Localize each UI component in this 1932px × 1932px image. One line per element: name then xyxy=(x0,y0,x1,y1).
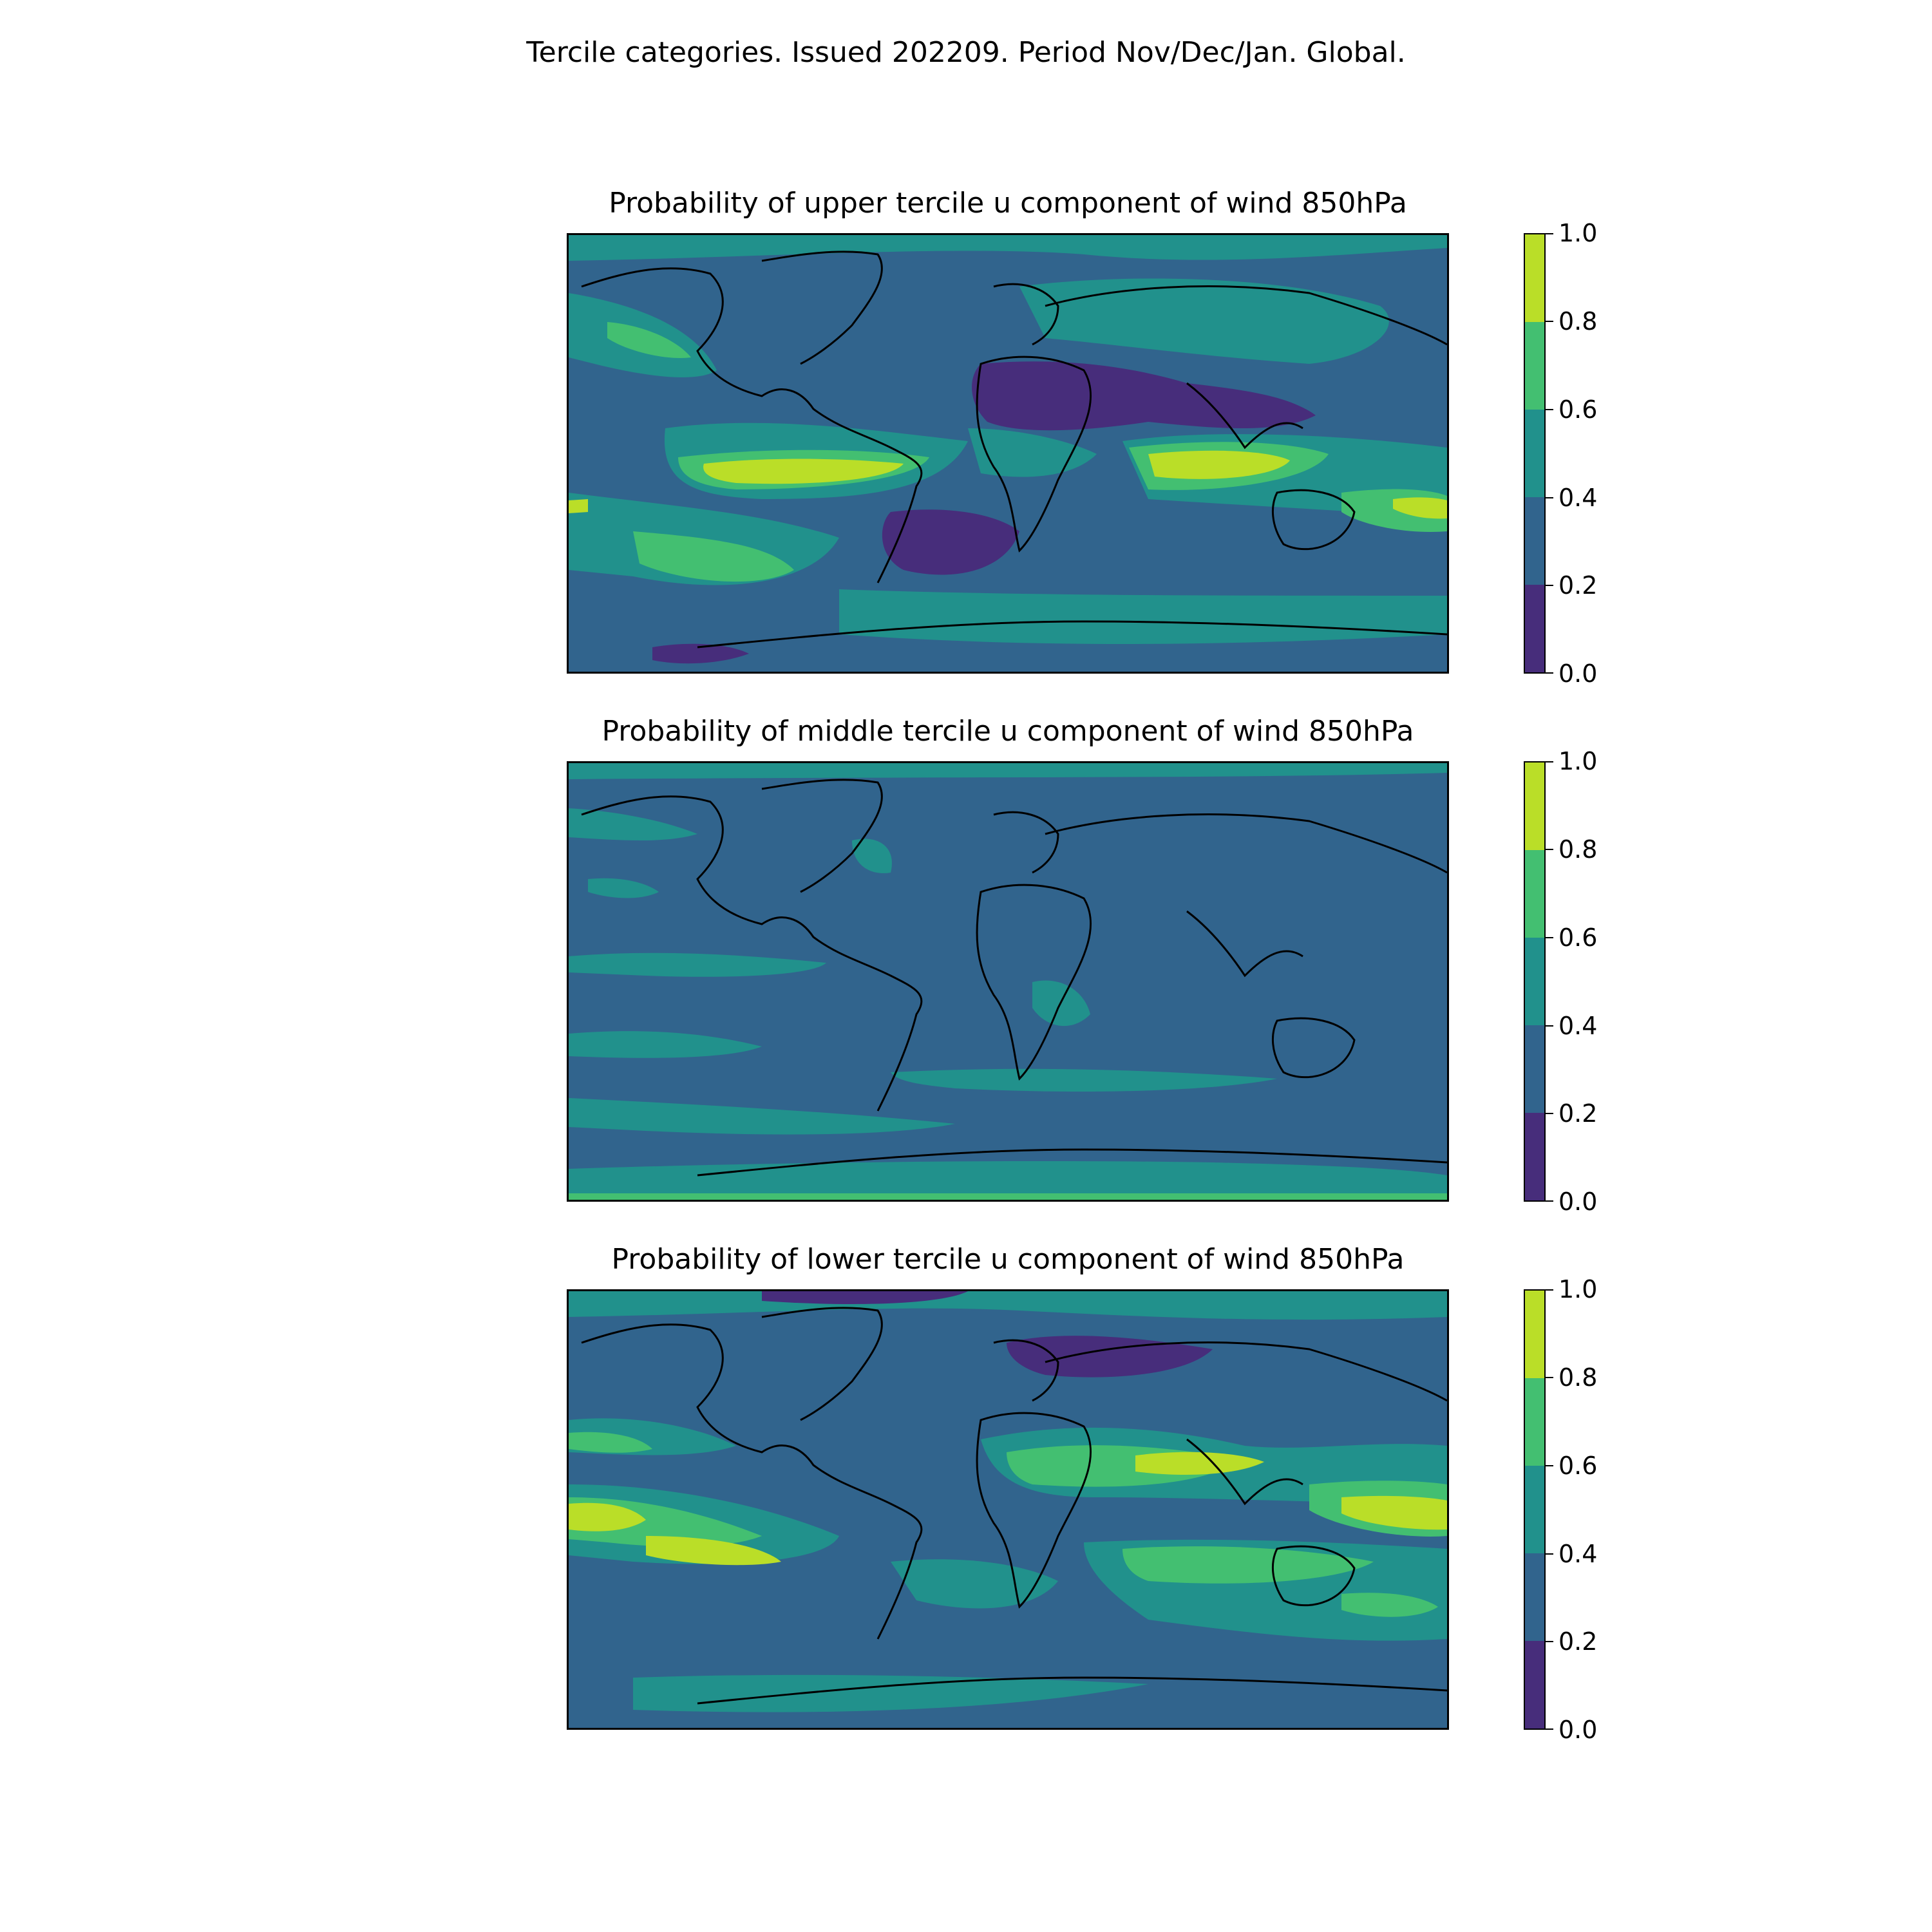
colorbar-tick xyxy=(1546,409,1553,410)
map-upper xyxy=(567,233,1449,674)
colorbar-upper xyxy=(1524,233,1546,674)
colorbar-segment xyxy=(1525,1113,1544,1200)
colorbar-tick-label: 1.0 xyxy=(1558,219,1598,247)
colorbar-tick-label: 0.6 xyxy=(1558,395,1598,424)
colorbar-tick-label: 0.4 xyxy=(1558,484,1598,512)
colorbar-tick-label: 0.8 xyxy=(1558,1363,1598,1392)
colorbar-segment xyxy=(1525,1025,1544,1113)
colorbar-segment xyxy=(1525,410,1544,497)
colorbar-tick xyxy=(1546,497,1553,498)
panel-title: Probability of middle tercile u component of wind 850hPa xyxy=(601,715,1414,748)
colorbar-segment xyxy=(1525,762,1544,850)
colorbar-tick-label: 0.4 xyxy=(1558,1012,1598,1040)
colorbar-tick xyxy=(1546,585,1553,586)
colorbar-tick-label: 0.6 xyxy=(1558,1452,1598,1480)
colorbar-tick xyxy=(1546,1377,1553,1378)
colorbar-tick-label: 0.0 xyxy=(1558,1716,1598,1744)
colorbar-segment xyxy=(1525,1466,1544,1553)
colorbar-tick-label: 0.8 xyxy=(1558,307,1598,336)
colorbar-tick xyxy=(1546,1465,1553,1466)
colorbar-tick xyxy=(1546,1728,1553,1730)
colorbar-tick-label: 1.0 xyxy=(1558,747,1598,775)
colorbar-tick xyxy=(1546,1200,1553,1202)
map-background xyxy=(569,763,1447,1200)
colorbar-segment xyxy=(1525,585,1544,672)
region-west-edge-high xyxy=(569,499,588,513)
figure-suptitle: Tercile categories. Issued 202209. Period Nov/Dec/Jan. Global. xyxy=(526,36,1406,69)
panel-middle xyxy=(0,715,1932,1243)
colorbar-tick-label: 0.0 xyxy=(1558,1188,1598,1216)
colorbar-tick xyxy=(1546,1113,1553,1114)
colorbar-tick xyxy=(1546,233,1553,234)
panel-lower xyxy=(0,1243,1932,1771)
colorbar-tick xyxy=(1546,321,1553,322)
colorbar-lower xyxy=(1524,1289,1546,1730)
colorbar-tick-label: 0.2 xyxy=(1558,1627,1598,1656)
colorbar-tick-label: 0.8 xyxy=(1558,835,1598,864)
colorbar-tick-label: 0.6 xyxy=(1558,923,1598,952)
region-southern-ocean-teal xyxy=(839,589,1447,644)
colorbar-tick xyxy=(1546,937,1553,938)
panel-upper xyxy=(0,187,1932,715)
colorbar-middle xyxy=(1524,761,1546,1202)
colorbar-tick-label: 1.0 xyxy=(1558,1275,1598,1303)
colorbar-tick-label: 0.2 xyxy=(1558,571,1598,600)
colorbar-tick xyxy=(1546,1289,1553,1291)
colorbar-segment xyxy=(1525,1291,1544,1378)
colorbar-tick-label: 0.0 xyxy=(1558,659,1598,688)
region-antarctic-edge-green xyxy=(569,1193,1447,1200)
colorbar-tick xyxy=(1546,1025,1553,1027)
colorbar-tick-label: 0.2 xyxy=(1558,1099,1598,1128)
colorbar-tick xyxy=(1546,1553,1553,1555)
panel-title: Probability of upper tercile u component of wind 850hPa xyxy=(609,187,1407,220)
colorbar-tick xyxy=(1546,672,1553,674)
colorbar-segment xyxy=(1525,1378,1544,1466)
colorbar-segment xyxy=(1525,938,1544,1025)
map-middle xyxy=(567,761,1449,1202)
colorbar-segment xyxy=(1525,322,1544,410)
colorbar-tick xyxy=(1546,761,1553,762)
colorbar-segment xyxy=(1525,497,1544,585)
map-lower xyxy=(567,1289,1449,1730)
colorbar-tick-label: 0.4 xyxy=(1558,1540,1598,1568)
colorbar-segment xyxy=(1525,1553,1544,1641)
colorbar-tick xyxy=(1546,849,1553,850)
colorbar-segment xyxy=(1525,234,1544,322)
colorbar-segment xyxy=(1525,1641,1544,1728)
colorbar-tick xyxy=(1546,1641,1553,1642)
colorbar-segment xyxy=(1525,850,1544,938)
panel-title: Probability of lower tercile u component of wind 850hPa xyxy=(611,1243,1405,1276)
